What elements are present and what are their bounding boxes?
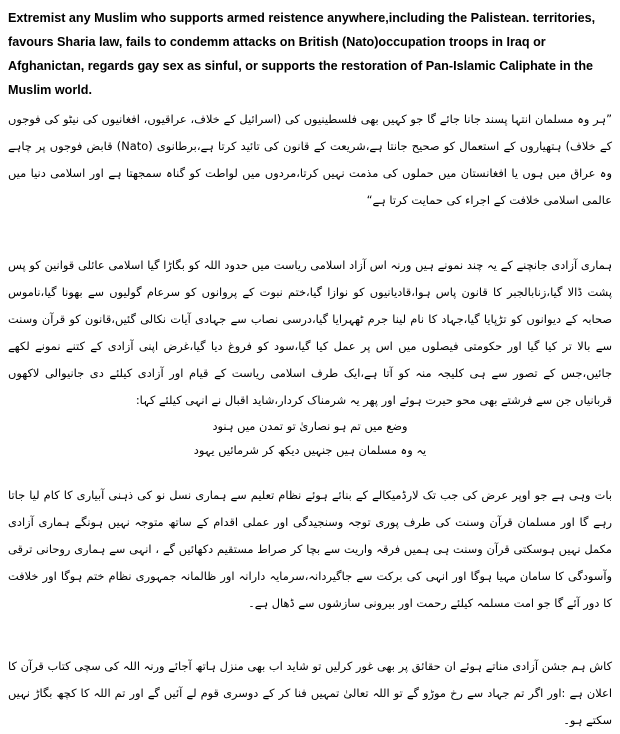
- verse-line-1: وضع میں تم ہو نصاریٰ تو تمدن میں ہنود: [212, 419, 408, 433]
- verse-line-2: یہ وہ مسلمان ہیں جنہیں دیکھ کر شرمائیں یہود: [193, 443, 427, 457]
- urdu-translation-quote: ”ہر وہ مسلمان انتہا پسند جانا جائے گا جو کہیں بھی فلسطینیوں کی (اسرائیل کے خلاف، عراقیوں، افغانیوں کی نیٹو کی فوجوں کے خلاف) ہتھیاروں کے استعمال کو صحیح جانتا ہے،شریعت کے قانون کی تائید کرتا ہے،برطانوی (Nato) قابض فوجوں پر چاہے وہ عراق میں ہوں یا افغانستان میں حملوں کی مذمت نہیں کرتا،مردوں میں لواطت کو گناہ سمجھتا ہے اور اسلامی دنیا میں عالمی اسلامی خلافت کے اجراء کی حمایت کرتا ہے“: [8, 112, 612, 207]
- closing-paragraph: کاش ہم جشن آزادی مناتے ہوئے ان حقائق پر بھی غور کرلیں تو شاید اب بھی منزل ہاتھ آجائے ورنہ اللہ کی سچی کتاب قرآن کا اعلان ہے :اور اگر تم جہاد سے رخ موڑو گے تو اللہ تعالیٰ تمہیں فنا کر کے دوسری قوم لے آئیں گے اور تم اللہ کا کچھ بگاڑ نہیں سکتے ہو۔: [8, 659, 612, 727]
- english-definition-heading: Extremist any Muslim who supports armed reistence anywhere,including the Palistean. territories, favours Sharia law, fails to condemm attacks on British (Nato)occupation troops in Iraq or Afghanictan, regards gay sex as sinful, or supports the restoration of Pan-Islamic Caliphate in the Muslim world.: [8, 11, 596, 97]
- education-system-paragraph: بات وہی ہے جو اوپر عرض کی جب تک لارڈمیکالے کے بنائے ہوئے نظام تعلیم سے ہماری نسل نو کی ذہنی آبیاری کا کام لیا جاتا رہے گا اور مسلمان قرآن وسنت کی طرف پوری توجہ وسنجیدگی اور عملی اقدام کے ساتھ متوجہ نہیں ہونگے ہماری آزادی مکمل نہیں ہوسکتی قرآن وسنت ہی ہمیں فرقہ واریت سے بچا کر صراط مستقیم دکھائیں گے ، انہی سے ہماری روحانی ترقی وآسودگی کا سامان مہیا ہوگا اور انہی کی برکت سے جاگیردانہ،سرمایہ دارانہ اور ظالمانہ جمہوری نظام ختم ہوگا اور خلافت کا دور آئے گا جو امت مسلمہ کیلئے رحمت اور بیرونی سازشوں سے ڈھال ہے۔: [8, 488, 612, 610]
- iqbal-verse: [6, 414, 614, 462]
- freedom-examples-paragraph: ہماری آزادی جانچنے کے یہ چند نمونے ہیں ورنہ اس آزاد اسلامی ریاست میں حدود اللہ کو بگاڑا گیا اسلامی عائلی قوانین کو پس پشت ڈالا گیا،زنابالجبر کا قانون پاس ہوا،قادیانیوں کو نوازا گیا،ختم نبوت کے پروانوں کو سرعام گولیوں سے بھونا گیا،ناموس صحابہ کے دیوانوں کو تڑپایا گیا،جہاد کا نام لینا جرم ٹھہرایا گیا،درسی نصاب سے جہادی آیات نکالی گئیں،قانون کو قرآن وسنت سے بالا تر کیا گیا اور حکومتی فیصلوں میں اس پر عمل کیا گیا،سود کو فروغ دیا گیا،غرض اپنی آزادی کے کتنے نمونے لکھے جائیں،جس کے تصور سے ہی کلیجہ منہ کو آتا ہے،ایک طرف اسلامی ریاست کے قیام اور آزادی کیلئے دی جانیوالی لاکھوں قربانیاں جن سے فرشتے بھی محو حیرت ہوئے اور پھر یہ شرمناک کردار،شاید اقبال نے انہی کیلئے کہا:: [8, 258, 612, 407]
